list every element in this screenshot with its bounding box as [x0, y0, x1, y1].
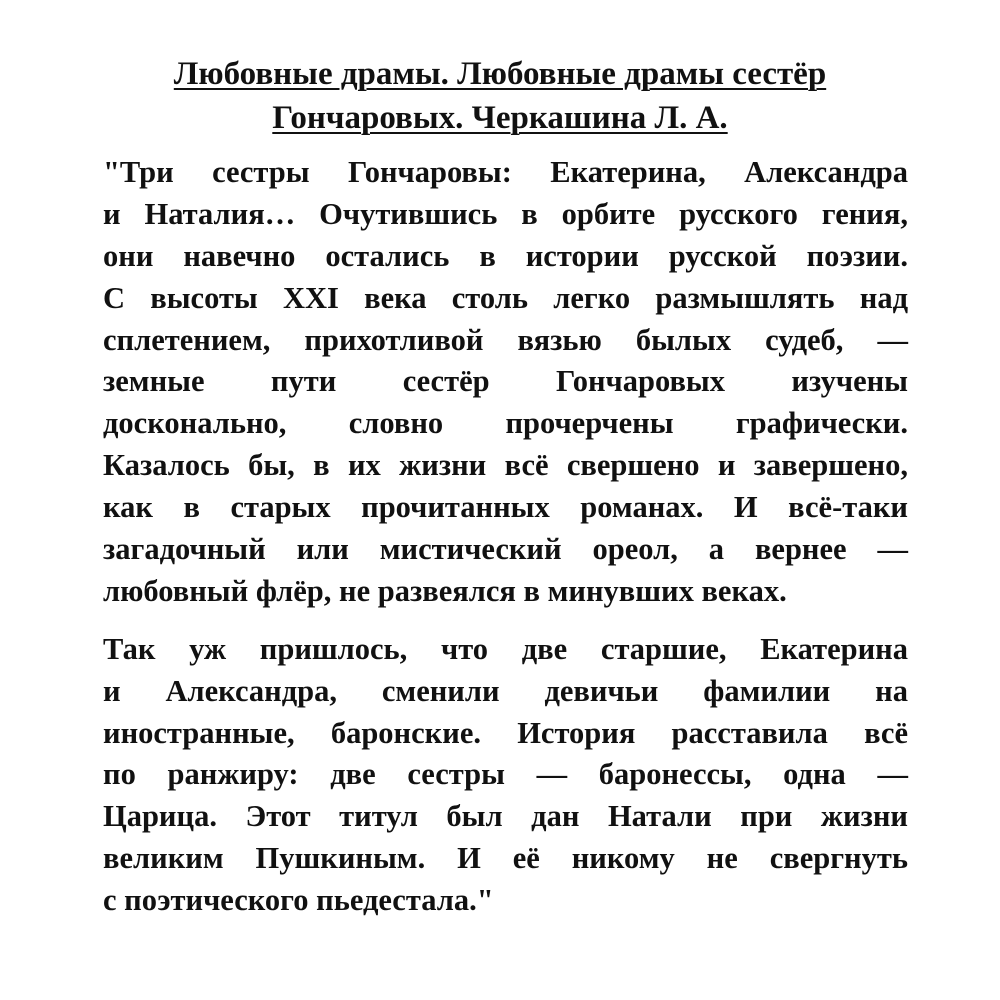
text-line: по ранжиру: две сестры — баронессы, одна —	[103, 757, 908, 792]
text-line: иностранные, баронские. История расставила всё	[103, 715, 908, 750]
text-line: досконально, словно прочерчены графически.	[103, 406, 908, 441]
paragraph-1	[103, 152, 908, 613]
text-line: любовный флёр, не развеялся в минувших веках.	[103, 573, 787, 608]
text-line: и Александра, сменили девичьи фамилии на	[103, 673, 908, 708]
text-line: С высоты XXI века столь легко размышлять над	[103, 280, 908, 315]
text-line: Царица. Этот титул был дан Натали при жизни	[103, 799, 908, 834]
paragraph-2	[103, 629, 908, 922]
text-line: как в старых прочитанных романах. И всё-таки	[103, 490, 908, 525]
text-line: сплетением, прихотливой вязью былых судеб, —	[103, 322, 908, 357]
title-line-2: Гончаровых. Черкашина Л. А.	[272, 100, 728, 136]
document-title	[0, 52, 1000, 140]
text-line: земные пути сестёр Гончаровых изучены	[103, 364, 908, 399]
text-line: Казалось бы, в их жизни всё свершено и завершено,	[103, 448, 908, 483]
text-line: и Наталия… Очутившись в орбите русского гения,	[103, 196, 908, 231]
title-line-1: Любовные драмы. Любовные драмы сестёр	[173, 56, 827, 92]
text-line: великим Пушкиным. И её никому не свергнуть	[103, 841, 908, 876]
document-body	[103, 152, 908, 922]
text-line: "Три сестры Гончаровы: Екатерина, Александра	[103, 155, 908, 189]
text-line: Так уж пришлось, что две старшие, Екатерина	[103, 631, 908, 666]
text-line: они навечно остались в истории русской поэзии.	[103, 238, 908, 273]
text-line: с поэтического пьедестала."	[103, 883, 494, 918]
text-line: загадочный или мистический ореол, а вернее —	[103, 532, 908, 567]
